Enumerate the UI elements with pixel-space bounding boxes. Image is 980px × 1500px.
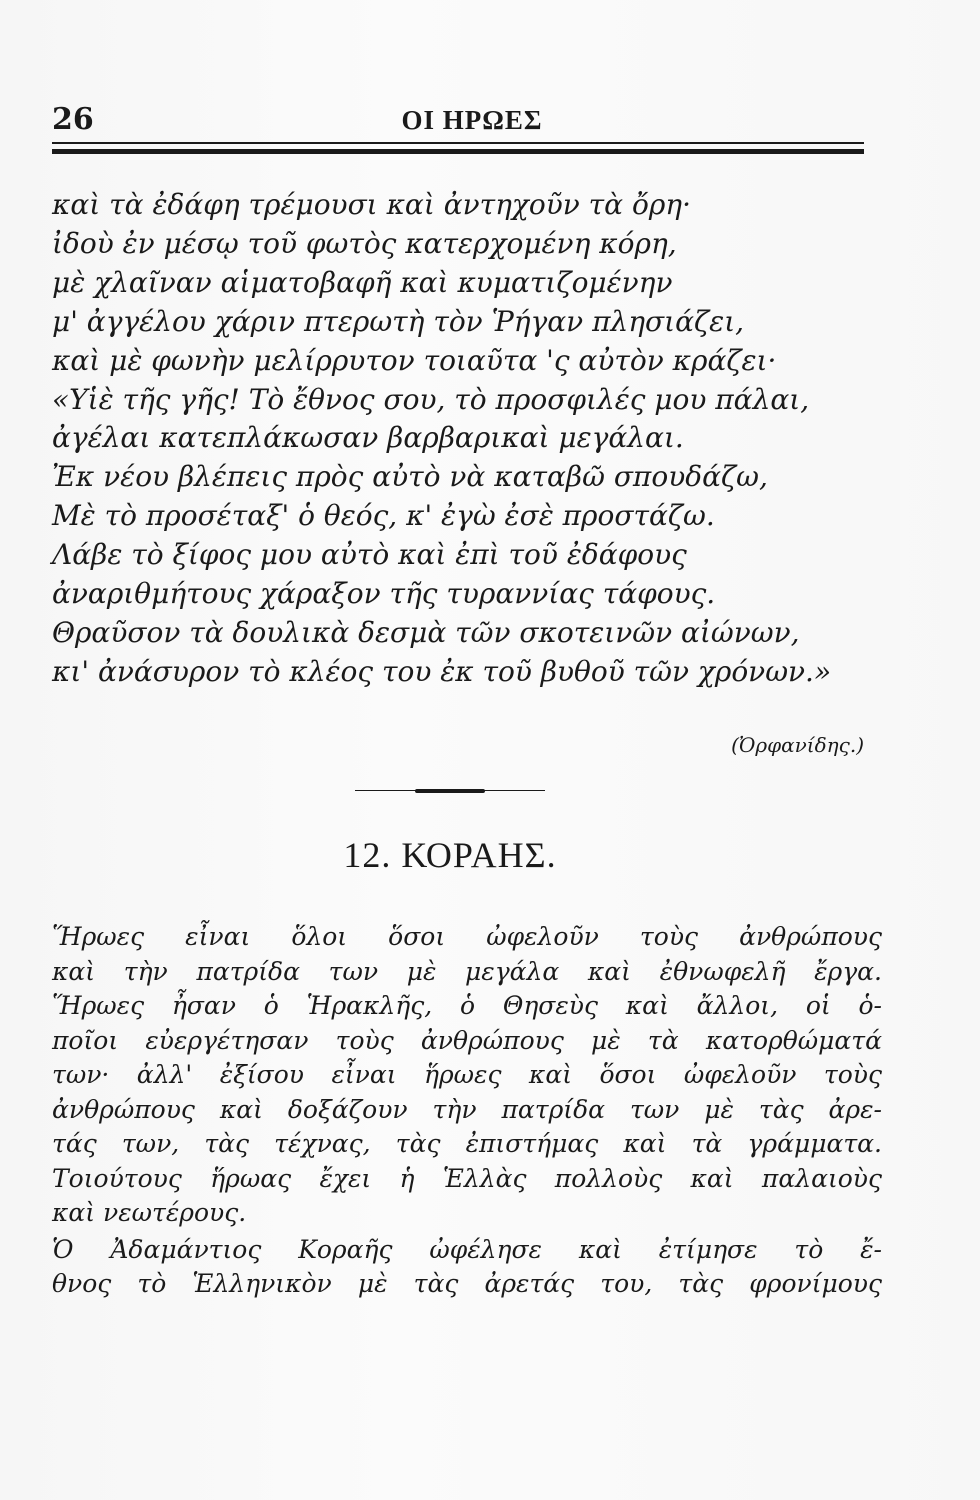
poem-line: Ἐκ νέου βλέπεις πρὸς αὐτὸ νὰ καταβῶ σπουδάζω,: [52, 460, 768, 494]
prose-line: των· ἀλλ' ἐξίσου εἶναι ἥρωες καὶ ὅσοι ὠφελοῦν τοὺς: [52, 1060, 882, 1089]
divider-ornament: [415, 789, 485, 793]
prose-line: Ἥρωες εἶναι ὅλοι ὅσοι ὠφελοῦν τοὺς ἀνθρώπους: [52, 922, 882, 951]
poem-line: κι' ἀνάσυρον τὸ κλέος του ἐκ τοῦ βυθοῦ τῶν χρόνων.»: [52, 654, 832, 688]
section-heading: 12. ΚΟΡΑΗΣ.: [343, 835, 557, 875]
header-rule: [52, 142, 864, 154]
prose-line: Ἥρωες ἦσαν ὁ Ἡρακλῆς, ὁ Θησεὺς καὶ ἄλλοι, οἱ ὁ-: [52, 991, 882, 1020]
poem-line: μὲ χλαῖναν αἱματοβαφῆ καὶ κυματιζομένην: [52, 265, 673, 299]
section-divider: [355, 788, 545, 794]
poem-line: ἀγέλαι κατεπλάκωσαν βαρβαρικαὶ μεγάλαι.: [52, 421, 684, 455]
prose-line: καὶ νεωτέρους.: [52, 1198, 247, 1227]
prose-line: Ὁ Ἀδαμάντιος Κοραῆς ὠφέλησε καὶ ἐτίμησε τὸ ἔ-: [52, 1234, 882, 1264]
poem-line: ἀναριθμήτους χάραξον τῆς τυραννίας τάφους.: [52, 577, 716, 611]
poem-line: μ' ἀγγέλου χάριν πτερωτὴ τὸν Ῥήγαν πλησιάζει,: [52, 304, 745, 338]
poem-line: Λάβε τὸ ξίφος μου αὐτὸ καὶ ἐπὶ τοῦ ἐδάφους: [52, 538, 687, 572]
prose-line: καὶ τὴν πατρίδα των μὲ μεγάλα καὶ ἐθνωφελῆ ἔργα.: [52, 956, 882, 986]
page-number: 26: [52, 102, 94, 137]
prose-line: Τοιούτους ἥρωας ἔχει ἡ Ἑλλὰς πολλοὺς καὶ παλαιοὺς: [52, 1163, 882, 1193]
poem-line: ἰδοὺ ἐν μέσῳ τοῦ φωτὸς κατερχομένη κόρη,: [52, 226, 677, 260]
poem-line: καὶ μὲ φωνὴν μελίρρυτον τοιαῦτα 'ς αὐτὸν κράζει·: [52, 343, 777, 377]
poem-line: «Υἱὲ τῆς γῆς! Τὸ ἔθνος σου, τὸ προσφιλές μου πάλαι,: [52, 382, 810, 416]
running-title: ΟΙ ΗΡΩΕΣ: [401, 105, 543, 135]
prose-block: [52, 920, 882, 1302]
poem-line: Μὲ τὸ προσέταξ' ὁ θεός, κ' ἐγὼ ἐσὲ προστάζω.: [52, 499, 715, 533]
prose-line: τάς των, τὰς τέχνας, τὰς ἐπιστήμας καὶ τὰ γράμματα.: [52, 1129, 882, 1158]
poem-line: Θραῦσον τὰ δουλικὰ δεσμὰ τῶν σκοτεινῶν αἰώνων,: [52, 615, 800, 649]
poem-attribution: (Ὀρφανίδης.): [731, 733, 864, 757]
poem-block: [52, 186, 882, 692]
prose-line: ποῖοι εὐεργέτησαν τοὺς ἀνθρώπους μὲ τὰ κατορθώματά: [52, 1025, 882, 1055]
prose-line: ἀνθρώπους καὶ δοξάζουν τὴν πατρίδα των μὲ τὰς ἀρε-: [52, 1094, 882, 1124]
prose-line: θνος τὸ Ἑλληνικὸν μὲ τὰς ἀρετάς του, τὰς φρονίμους: [52, 1269, 882, 1298]
poem-line: καὶ τὰ ἐδάφη τρέμουσι καὶ ἀντηχοῦν τὰ ὄρη·: [52, 188, 691, 221]
page-header: [52, 100, 872, 140]
